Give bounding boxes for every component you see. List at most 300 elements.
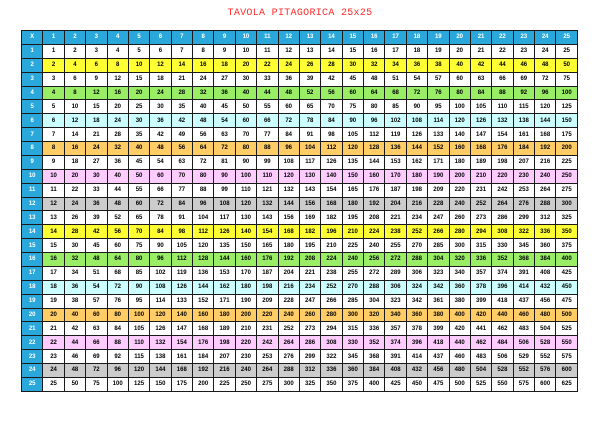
product-cell: 408 [385,364,406,378]
product-cell: 121 [257,183,278,197]
product-cell: 125 [128,377,149,391]
product-cell: 48 [107,197,128,211]
product-cell: 20 [64,169,85,183]
product-cell: 210 [235,322,256,336]
product-cell: 528 [492,364,513,378]
product-cell: 96 [278,142,299,156]
product-cell: 12 [64,114,85,128]
product-cell: 30 [150,100,171,114]
table-row [22,183,578,197]
product-cell: 42 [64,322,85,336]
product-cell: 104 [193,211,214,225]
product-cell: 25 [43,377,64,391]
product-cell: 208 [299,253,320,267]
product-cell: 5 [128,44,149,58]
product-cell: 42 [150,128,171,142]
product-cell: 105 [470,100,491,114]
table-row [22,294,578,308]
product-cell: 216 [278,280,299,294]
product-cell: 16 [64,142,85,156]
table-row [22,377,578,391]
product-cell: 40 [449,58,470,72]
product-cell: 216 [406,197,427,211]
product-cell: 3 [86,44,107,58]
product-cell: 300 [278,377,299,391]
product-cell: 300 [556,197,578,211]
product-cell: 192 [535,142,556,156]
product-cell: 20 [107,100,128,114]
product-cell: 12 [86,86,107,100]
table-row [22,155,578,169]
product-cell: 240 [449,197,470,211]
product-cell: 44 [257,86,278,100]
product-cell: 437 [513,294,534,308]
product-cell: 115 [513,100,534,114]
product-cell: 525 [470,377,491,391]
product-cell: 138 [150,350,171,364]
product-cell: 192 [193,364,214,378]
product-cell: 90 [214,169,235,183]
product-cell: 600 [556,364,578,378]
product-cell: 264 [278,336,299,350]
product-cell: 350 [321,377,342,391]
product-cell: 63 [86,322,107,336]
table-row [22,142,578,156]
product-cell: 90 [235,155,256,169]
product-cell: 189 [470,155,491,169]
product-cell: 230 [235,350,256,364]
product-cell: 144 [214,253,235,267]
product-cell: 84 [107,322,128,336]
product-cell: 76 [428,86,449,100]
product-cell: 28 [171,86,192,100]
product-cell: 180 [214,308,235,322]
product-cell: 55 [257,100,278,114]
product-cell: 130 [299,169,320,183]
product-cell: 140 [321,169,342,183]
product-cell: 120 [449,114,470,128]
product-cell: 117 [299,155,320,169]
product-cell: 14 [43,225,64,239]
product-cell: 400 [556,253,578,267]
product-cell: 144 [364,155,385,169]
product-cell: 384 [535,253,556,267]
product-cell: 312 [535,211,556,225]
product-cell: 50 [64,377,85,391]
product-cell: 12 [278,44,299,58]
product-cell: 210 [321,239,342,253]
row-header: 3 [22,72,43,86]
table-row [22,280,578,294]
product-cell: 18 [406,44,427,58]
product-cell: 24 [64,197,85,211]
column-header: 17 [385,31,406,45]
product-cell: 231 [257,322,278,336]
product-cell: 272 [385,253,406,267]
product-cell: 299 [299,350,320,364]
column-header: 6 [150,31,171,45]
product-cell: 72 [86,364,107,378]
product-cell: 80 [364,100,385,114]
product-cell: 400 [449,308,470,322]
product-cell: 102 [150,266,171,280]
product-cell: 484 [492,336,513,350]
product-cell: 187 [385,183,406,197]
product-cell: 54 [214,114,235,128]
product-cell: 143 [257,211,278,225]
product-cell: 68 [385,86,406,100]
product-cell: 220 [449,183,470,197]
product-cell: 168 [193,322,214,336]
product-cell: 374 [385,336,406,350]
product-cell: 50 [235,100,256,114]
product-cell: 135 [342,155,363,169]
product-cell: 18 [64,155,85,169]
product-cell: 224 [364,225,385,239]
product-cell: 143 [299,183,320,197]
product-cell: 120 [235,197,256,211]
product-cell: 342 [428,280,449,294]
row-header: 12 [22,197,43,211]
column-header: 2 [64,31,85,45]
product-cell: 552 [535,350,556,364]
product-cell: 50 [556,58,578,72]
product-cell: 38 [64,294,85,308]
product-cell: 90 [128,280,149,294]
product-cell: 266 [428,225,449,239]
product-cell: 9 [86,72,107,86]
product-cell: 209 [428,183,449,197]
product-cell: 54 [86,280,107,294]
product-cell: 150 [235,239,256,253]
product-cell: 22 [43,336,64,350]
column-header: 10 [235,31,256,45]
product-cell: 30 [64,239,85,253]
product-cell: 84 [470,86,491,100]
product-cell: 272 [364,266,385,280]
product-cell: 242 [492,183,513,197]
product-cell: 96 [535,86,556,100]
product-cell: 69 [513,72,534,86]
product-cell: 550 [492,377,513,391]
product-cell: 182 [321,211,342,225]
product-cell: 6 [43,114,64,128]
product-cell: 224 [321,253,342,267]
product-cell: 357 [385,322,406,336]
product-cell: 9 [214,44,235,58]
product-cell: 315 [342,322,363,336]
product-cell: 100 [107,377,128,391]
product-cell: 130 [235,211,256,225]
product-cell: 252 [406,225,427,239]
product-cell: 120 [342,142,363,156]
table-row [22,197,578,211]
product-cell: 60 [107,239,128,253]
product-cell: 126 [214,225,235,239]
product-cell: 84 [150,225,171,239]
product-cell: 247 [428,211,449,225]
product-cell: 80 [235,142,256,156]
product-cell: 195 [299,239,320,253]
product-cell: 51 [86,266,107,280]
product-cell: 171 [214,294,235,308]
product-cell: 207 [513,155,534,169]
product-cell: 336 [364,322,385,336]
product-cell: 72 [193,155,214,169]
product-cell: 255 [385,239,406,253]
product-cell: 28 [321,58,342,72]
product-cell: 440 [449,336,470,350]
product-cell: 100 [128,308,149,322]
product-cell: 180 [235,280,256,294]
product-cell: 52 [107,211,128,225]
product-cell: 315 [470,239,491,253]
product-cell: 66 [86,336,107,350]
row-header: 19 [22,294,43,308]
product-cell: 418 [428,336,449,350]
product-cell: 575 [513,377,534,391]
product-cell: 54 [150,155,171,169]
table-row [22,211,578,225]
product-cell: 280 [449,225,470,239]
column-header: 7 [171,31,192,45]
product-cell: 525 [556,322,578,336]
product-cell: 330 [342,336,363,350]
product-cell: 242 [257,336,278,350]
product-cell: 48 [193,114,214,128]
product-cell: 230 [513,169,534,183]
product-cell: 36 [150,114,171,128]
product-cell: 30 [86,169,107,183]
product-cell: 80 [128,253,149,267]
product-cell: 13 [43,211,64,225]
product-cell: 253 [257,350,278,364]
product-cell: 160 [449,142,470,156]
product-cell: 10 [43,169,64,183]
product-cell: 1 [43,44,64,58]
table-row [22,336,578,350]
product-cell: 128 [364,142,385,156]
product-cell: 456 [428,364,449,378]
product-cell: 322 [321,350,342,364]
product-cell: 26 [299,58,320,72]
product-cell: 22 [257,58,278,72]
product-cell: 75 [86,377,107,391]
page-title: TAVOLA PITAGORICA 25x25 [227,8,373,19]
product-cell: 240 [535,169,556,183]
row-header: 5 [22,100,43,114]
product-cell: 286 [492,211,513,225]
product-cell: 234 [299,280,320,294]
product-cell: 126 [321,155,342,169]
product-cell: 95 [428,100,449,114]
product-cell: 209 [257,294,278,308]
product-cell: 90 [150,239,171,253]
product-cell: 380 [428,308,449,322]
product-cell: 273 [470,211,491,225]
product-cell: 231 [470,183,491,197]
product-cell: 24 [193,72,214,86]
product-cell: 506 [513,336,534,350]
row-header: 22 [22,336,43,350]
product-cell: 280 [321,308,342,322]
product-cell: 285 [342,294,363,308]
column-header: 20 [449,31,470,45]
product-cell: 247 [299,294,320,308]
product-cell: 60 [342,86,363,100]
product-cell: 260 [299,308,320,322]
product-cell: 306 [385,280,406,294]
product-cell: 51 [385,72,406,86]
row-header: 8 [22,142,43,156]
product-cell: 144 [150,364,171,378]
product-cell: 2 [43,58,64,72]
product-cell: 48 [86,253,107,267]
product-cell: 42 [321,72,342,86]
product-cell: 256 [364,253,385,267]
product-cell: 85 [128,266,149,280]
row-header: 21 [22,322,43,336]
product-cell: 4 [107,44,128,58]
column-header: 13 [299,31,320,45]
product-cell: 294 [470,225,491,239]
product-cell: 600 [535,377,556,391]
product-cell: 396 [406,336,427,350]
product-cell: 15 [43,239,64,253]
product-cell: 25 [128,100,149,114]
product-cell: 504 [470,364,491,378]
product-cell: 240 [278,308,299,322]
product-cell: 147 [171,322,192,336]
product-cell: 72 [278,114,299,128]
product-cell: 144 [193,280,214,294]
product-cell: 17 [43,266,64,280]
column-header: 1 [43,31,64,45]
product-cell: 16 [364,44,385,58]
product-cell: 200 [193,377,214,391]
product-cell: 144 [278,197,299,211]
product-cell: 84 [278,128,299,142]
product-cell: 24 [278,58,299,72]
product-cell: 9 [43,155,64,169]
product-cell: 153 [385,155,406,169]
product-cell: 5 [43,100,64,114]
product-cell: 102 [385,114,406,128]
product-cell: 320 [449,253,470,267]
product-cell: 75 [128,239,149,253]
product-cell: 133 [171,294,192,308]
product-cell: 20 [128,86,149,100]
product-cell: 180 [278,239,299,253]
product-cell: 336 [321,364,342,378]
product-cell: 399 [470,294,491,308]
product-cell: 160 [364,169,385,183]
product-cell: 8 [107,58,128,72]
product-cell: 60 [86,308,107,322]
product-cell: 8 [193,44,214,58]
product-cell: 24 [150,86,171,100]
product-cell: 48 [150,142,171,156]
product-cell: 112 [193,225,214,239]
column-header: 23 [513,31,534,45]
product-cell: 160 [193,308,214,322]
product-cell: 552 [513,364,534,378]
product-cell: 91 [299,128,320,142]
product-cell: 504 [535,322,556,336]
product-cell: 323 [385,294,406,308]
product-cell: 414 [406,350,427,364]
product-cell: 437 [428,350,449,364]
product-cell: 136 [193,266,214,280]
product-cell: 14 [171,58,192,72]
row-header: 1 [22,44,43,58]
product-cell: 126 [470,114,491,128]
corner-cell: X [22,31,43,45]
row-header: 7 [22,128,43,142]
row-header: 25 [22,377,43,391]
product-cell: 112 [171,253,192,267]
product-cell: 408 [535,266,556,280]
product-cell: 325 [556,211,578,225]
product-cell: 70 [321,100,342,114]
product-cell: 33 [257,72,278,86]
product-cell: 368 [513,253,534,267]
product-cell: 132 [278,183,299,197]
product-cell: 306 [406,266,427,280]
product-cell: 208 [364,211,385,225]
product-cell: 528 [535,336,556,350]
table-row [22,58,578,72]
product-cell: 225 [342,239,363,253]
product-cell: 21 [43,322,64,336]
table-row [22,322,578,336]
table-row [22,128,578,142]
table-row [22,239,578,253]
product-cell: 156 [299,197,320,211]
product-cell: 200 [556,142,578,156]
product-cell: 69 [86,350,107,364]
product-cell: 21 [470,44,491,58]
product-cell: 360 [342,364,363,378]
product-cell: 60 [128,197,149,211]
product-cell: 66 [150,183,171,197]
product-cell: 110 [235,183,256,197]
product-cell: 375 [342,377,363,391]
product-cell: 56 [321,86,342,100]
product-cell: 60 [278,100,299,114]
product-cell: 154 [171,336,192,350]
product-cell: 304 [428,253,449,267]
product-cell: 456 [535,294,556,308]
product-cell: 360 [406,308,427,322]
product-cell: 396 [492,280,513,294]
product-cell: 169 [299,211,320,225]
product-cell: 120 [193,239,214,253]
product-cell: 26 [64,211,85,225]
product-cell: 126 [150,322,171,336]
column-header: 15 [342,31,363,45]
product-cell: 322 [513,225,534,239]
product-cell: 270 [342,280,363,294]
product-cell: 96 [107,364,128,378]
product-cell: 480 [535,308,556,322]
product-cell: 275 [257,377,278,391]
product-cell: 63 [171,155,192,169]
product-cell: 312 [299,364,320,378]
product-cell: 266 [321,294,342,308]
product-cell: 375 [556,239,578,253]
product-cell: 3 [43,72,64,86]
